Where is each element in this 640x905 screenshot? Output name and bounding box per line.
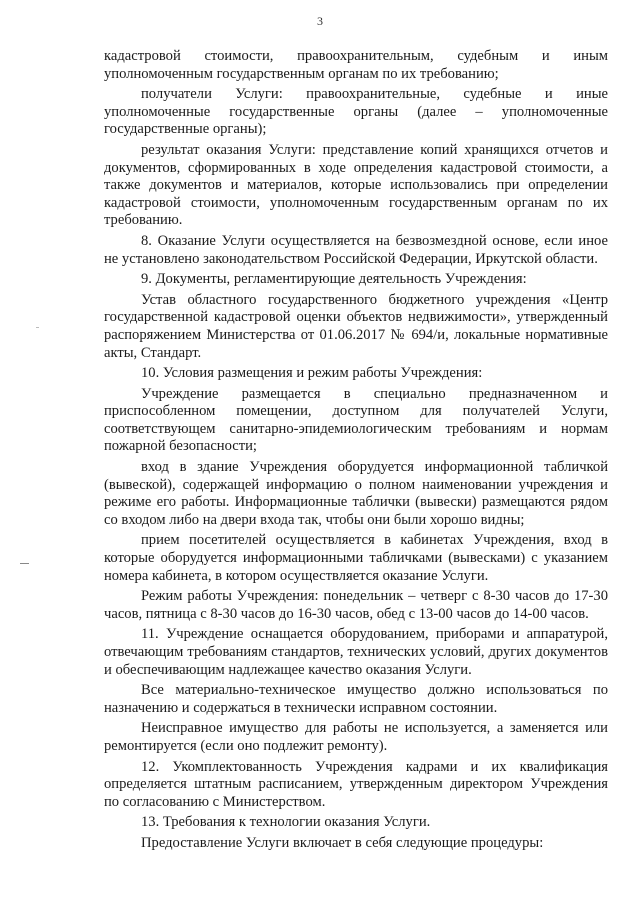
paragraph: вход в здание Учреждения оборудуется информационной табличкой (вывеской), содержащей информацию о полном наименовании учреждения и режиме его работы. Информационные таблички (вывески) размещаются рядом со входом либо на двери входа так, чтобы они были хорошо видны;	[104, 459, 608, 528]
paragraph: прием посетителей осуществляется в кабинетах Учреждения, вход в которые оборудуется информационными табличками (вывесками) с указанием номера кабинета, в котором осуществляется оказание Услуги.	[104, 532, 608, 584]
paragraph: 8. Оказание Услуги осуществляется на безвозмездной основе, если иное не установлено законодательством Российской Федерации, Иркутской области.	[104, 232, 608, 267]
paragraph: кадастровой стоимости, правоохранительным, судебным и иным уполномоченным государственным органам по их требованию;	[104, 48, 608, 82]
paragraph: 9. Документы, регламентирующие деятельность Учреждения:	[141, 271, 527, 288]
paragraph: 11. Учреждение оснащается оборудованием, приборами и аппаратурой, отвечающим требованиям стандартов, технических условий, других документов и обеспечивающим надлежащее качество оказания Услуги.	[104, 626, 608, 678]
paragraph: результат оказания Услуги: представление копий хранящихся отчетов и документов, сформированных в ходе определения кадастровой стоимости, а также документов и материалов, которые использовались при определении кадастровой стоимости, уполномоченным государственным органам по их требованию.	[104, 141, 608, 229]
paragraph: Предоставление Услуги включает в себя следующие процедуры:	[141, 834, 544, 851]
paragraph: Все материально-техническое имущество должно использоваться по назначению и содержаться в технически исправном состоянии.	[104, 682, 608, 716]
paragraph: 13. Требования к технологии оказания Услуги.	[141, 814, 431, 831]
paragraph: Устав областного государственного бюджетного учреждения «Центр государственной кадастровой оценки объектов недвижимости», утвержденный распоряжением Министерства от 01.06.2017 № 694/и, локальные нормативные акты, Стандарт.	[104, 291, 608, 361]
margin-mark	[20, 563, 29, 564]
paragraph: Режим работы Учреждения: понедельник – четверг с 8-30 часов до 17-30 часов, пятница с 8-30 часов до 16-30 часов, обед с 13-00 часов до 14-00 часов.	[104, 588, 608, 622]
paragraph: получатели Услуги: правоохранительные, судебные и иные уполномоченные государственные органы (далее – уполномоченные государственные органы);	[104, 86, 608, 138]
paragraph: Учреждение размещается в специально предназначенном и приспособленном помещении, доступном для получателей Услуги, соответствующем санитарно-эпидемиологическим требованиям и нормам пожарной безопасности;	[104, 385, 608, 455]
margin-mark	[36, 327, 39, 328]
paragraph: 12. Укомплектованность Учреждения кадрами и их квалификация определяется штатным расписанием, утвержденным директором Учреждения по согласованию с Министерством.	[104, 758, 608, 810]
document-body	[104, 48, 608, 856]
page-number: 3	[317, 14, 323, 28]
paragraph: Неисправное имущество для работы не используется, а заменяется или ремонтируется (если оно подлежит ремонту).	[104, 720, 608, 754]
paragraph: 10. Условия размещения и режим работы Учреждения:	[141, 365, 483, 382]
